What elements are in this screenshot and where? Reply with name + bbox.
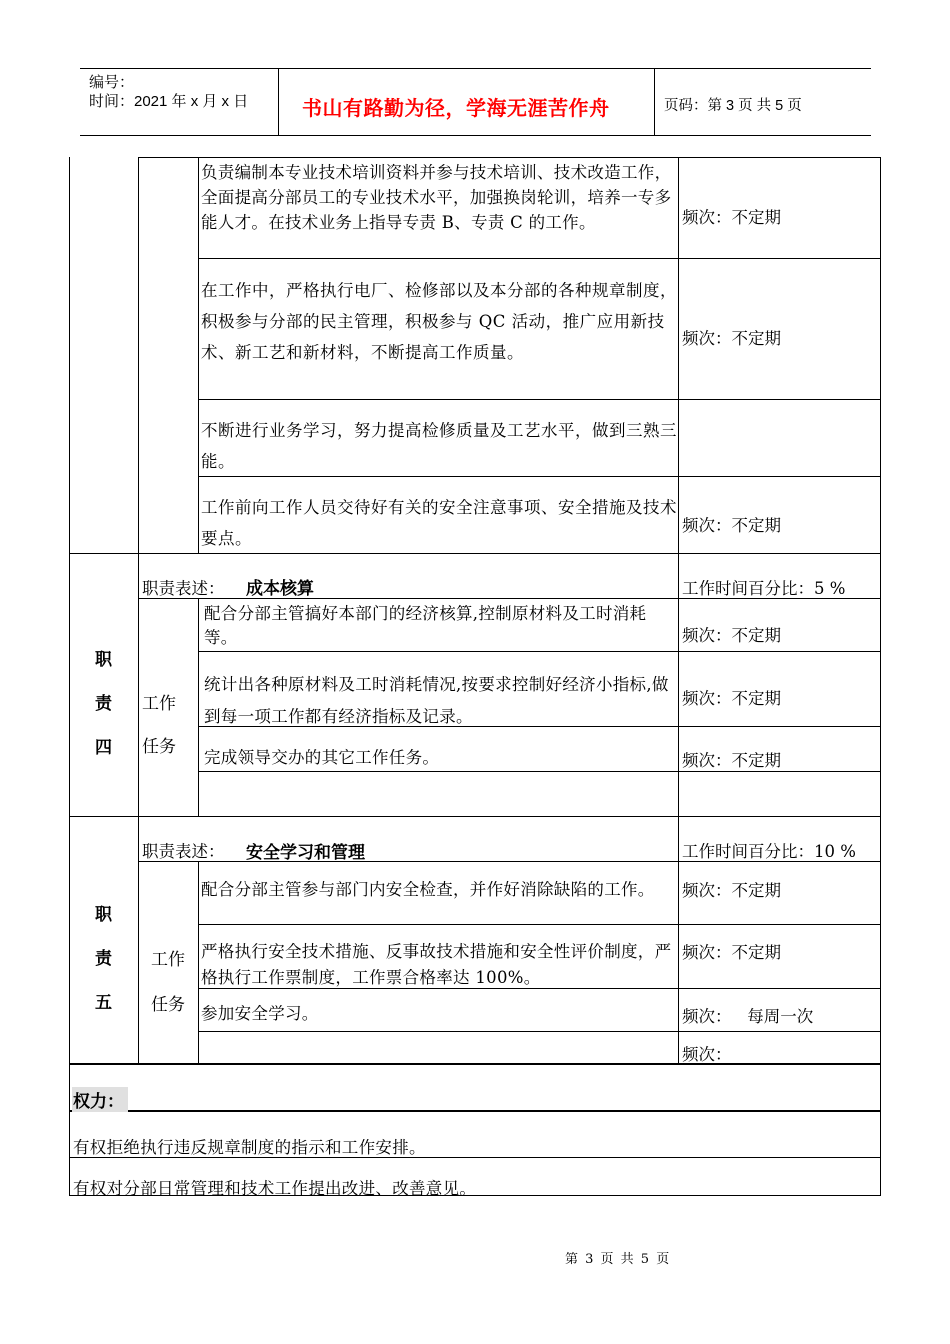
task-column-label: 工作 任务: [142, 694, 176, 757]
task-frequency: 频次：不定期: [682, 626, 781, 645]
task-text: 完成领导交办的其它工作任务。: [204, 748, 440, 767]
duty-label: 职 责 五: [95, 905, 112, 1013]
work-time-percent: 工作时间百分比：5 %: [682, 579, 846, 598]
task-text: 负责编制本专业技术培训资料并参与技术培训、技术改造工作，全面提高分部员工的专业技术水平，加强换岗轮训，培养一专多能人才。在技术业务上指导专责 B、专责 C 的工作。: [201, 163, 672, 232]
task-frequency: 频次：不定期: [682, 689, 781, 708]
power-item: 有权拒绝执行违反规章制度的指示和工作安排。: [73, 1138, 426, 1157]
task-column-label: 工作 任务: [151, 950, 185, 1015]
work-time-percent: 工作时间百分比：10 %: [682, 842, 856, 861]
task-text: 工作前向工作人员交待好有关的安全注意事项、安全措施及技术要点。: [201, 498, 677, 548]
header-page-number: 页码：第 3 页 共 5 页: [664, 98, 802, 114]
task-frequency: 频次：不定期: [682, 516, 781, 535]
task-frequency: 频次：不定期: [682, 329, 781, 348]
duty-description-label: 职责表述：: [142, 579, 225, 598]
task-text: 不断进行业务学习，努力提高检修质量及工艺水平，做到三熟三能。: [201, 421, 677, 471]
task-frequency: 频次：不定期: [682, 208, 781, 227]
task-text: 参加安全学习。: [201, 1004, 319, 1023]
power-item: 有权对分部日常管理和技术工作提出改进、改善意见。: [73, 1179, 477, 1198]
power-title: 权力：: [72, 1087, 128, 1112]
task-text: 配合分部主管参与部门内安全检查，并作好消除缺陷的工作。: [201, 880, 655, 899]
duty-description-title: 安全学习和管理: [246, 843, 365, 862]
task-text: 在工作中，严格执行电厂、检修部以及本分部的各种规章制度，积极参与分部的民主管理，积极参与 QC 活动，推广应用新技术、新工艺和新材料，不断提高工作质量。: [201, 281, 677, 362]
duty-label: 职 责 四: [95, 650, 112, 758]
task-text: 配合分部主管搞好本部门的经济核算,控制原材料及工时消耗等。: [204, 604, 647, 647]
page-footer: 第 3 页 共 5 页: [565, 1252, 670, 1267]
duty-description-title: 成本核算: [246, 579, 314, 598]
duty-description-label: 职责表述：: [142, 842, 225, 861]
task-frequency: 频次：不定期: [682, 943, 781, 962]
header-motto: 书山有路勤为径，学海无涯苦作舟: [302, 98, 610, 120]
task-frequency: 频次： 每周一次: [682, 1007, 814, 1026]
task-frequency: 频次：不定期: [682, 881, 781, 900]
task-text: 严格执行安全技术措施、反事故技术措施和安全性评价制度，严格执行工作票制度，工作票合格率达 100%。: [201, 942, 672, 987]
document-number-label: 编号：: [89, 74, 135, 91]
document-date-label: 时间：2021 年 x 月 x 日: [89, 93, 249, 110]
task-text: 统计出各种原材料及工时消耗情况,按要求控制好经济小指标,做到每一项工作都有经济指标及记录。: [204, 675, 669, 726]
task-frequency: 频次：: [682, 1045, 732, 1064]
task-frequency: 频次：不定期: [682, 751, 781, 770]
